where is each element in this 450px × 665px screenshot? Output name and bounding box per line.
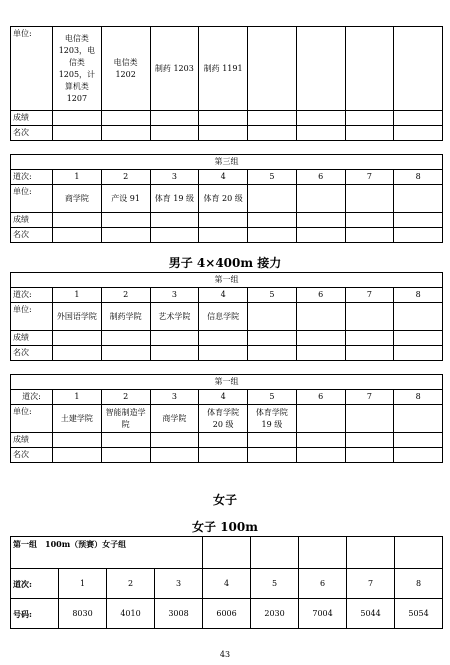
lane-number: 5	[248, 170, 297, 185]
lane-number: 7	[345, 288, 394, 303]
group-title: 第一组	[11, 375, 443, 390]
heat-table-group3	[10, 154, 443, 243]
lane-number: 2	[101, 288, 150, 303]
unit-label: 单位:	[11, 405, 53, 433]
group-title: 第一组 100m（预赛）女子组	[11, 537, 203, 569]
unit-cell	[248, 27, 297, 111]
unit-row	[11, 27, 443, 111]
rank-row	[11, 126, 443, 141]
unit-cell	[296, 185, 345, 213]
score-row	[11, 331, 443, 346]
unit-cell	[296, 303, 345, 331]
score-row	[11, 213, 443, 228]
unit-cell: 体育学院 19 级	[248, 405, 297, 433]
unit-cell: 商学院	[150, 405, 199, 433]
unit-cell	[394, 185, 443, 213]
lane-number: 4	[199, 170, 248, 185]
bib-number: 3008	[155, 599, 203, 629]
unit-cell: 艺术学院	[150, 303, 199, 331]
lane-number: 2	[107, 569, 155, 599]
bib-number: 6006	[203, 599, 251, 629]
score-label: 成绩	[11, 331, 53, 346]
lane-number: 8	[395, 569, 443, 599]
unit-cell	[394, 303, 443, 331]
lane-number: 5	[248, 390, 297, 405]
lane-number: 4	[199, 288, 248, 303]
lane-number: 7	[347, 569, 395, 599]
unit-cell: 商学院	[53, 185, 102, 213]
unit-cell	[296, 27, 345, 111]
group-title: 第三组	[11, 155, 443, 170]
unit-row	[11, 185, 443, 213]
unit-label: 单位:	[11, 185, 53, 213]
unit-cell: 体育 20 级	[199, 185, 248, 213]
unit-cell: 电信类1203，电信类1205，计算机类1207	[53, 27, 102, 111]
lane-row	[11, 288, 443, 303]
lane-number: 7	[345, 170, 394, 185]
group-title: 第一组	[11, 273, 443, 288]
lane-label: 道次:	[11, 170, 53, 185]
unit-cell	[394, 27, 443, 111]
number-label: 号码:	[11, 599, 59, 629]
bib-number: 8030	[59, 599, 107, 629]
heat-table-continued	[10, 26, 443, 141]
bib-number: 5044	[347, 599, 395, 629]
rank-label: 名次	[11, 228, 53, 243]
lane-number: 2	[101, 390, 150, 405]
unit-row	[11, 303, 443, 331]
unit-cell: 土建学院	[53, 405, 102, 433]
lane-number: 3	[150, 170, 199, 185]
lane-number: 3	[155, 569, 203, 599]
rank-row	[11, 346, 443, 361]
lane-number: 6	[296, 390, 345, 405]
lane-number: 6	[296, 288, 345, 303]
lane-label: 道次:	[11, 288, 53, 303]
unit-cell	[248, 185, 297, 213]
relay-table-group1-a	[10, 272, 443, 361]
lane-label: 道次:	[11, 569, 59, 599]
lane-number: 6	[296, 170, 345, 185]
score-row	[11, 433, 443, 448]
unit-cell: 外国语学院	[53, 303, 102, 331]
unit-cell: 智能制造学院	[101, 405, 150, 433]
rank-label: 名次	[11, 346, 53, 361]
lane-number: 1	[53, 170, 102, 185]
lane-row	[11, 170, 443, 185]
score-label: 成绩	[11, 433, 53, 448]
lane-number: 2	[101, 170, 150, 185]
lane-number: 5	[251, 569, 299, 599]
lane-number: 1	[59, 569, 107, 599]
unit-cell: 制药 1191	[199, 27, 248, 111]
lane-number: 3	[150, 288, 199, 303]
lane-number: 7	[345, 390, 394, 405]
lane-row	[11, 569, 443, 599]
lane-number: 6	[299, 569, 347, 599]
rank-row	[11, 228, 443, 243]
unit-cell	[345, 405, 394, 433]
lane-number: 3	[150, 390, 199, 405]
relay-heading: 男子 4×400m 接力	[168, 256, 282, 270]
page-number: 43	[219, 650, 231, 659]
unit-cell: 电信类1202	[101, 27, 150, 111]
unit-cell	[345, 185, 394, 213]
lane-row	[11, 390, 443, 405]
unit-label: 单位:	[11, 27, 53, 111]
bib-number: 2030	[251, 599, 299, 629]
lane-number: 8	[394, 390, 443, 405]
group-row	[11, 537, 443, 569]
score-label: 成绩	[11, 213, 53, 228]
bib-number: 5054	[395, 599, 443, 629]
unit-cell	[394, 405, 443, 433]
unit-cell: 制药学院	[101, 303, 150, 331]
lane-number: 5	[248, 288, 297, 303]
unit-cell	[345, 303, 394, 331]
women-heading: 女子	[212, 493, 237, 507]
unit-cell	[296, 405, 345, 433]
unit-row	[11, 405, 443, 433]
lane-number: 8	[394, 170, 443, 185]
unit-cell	[345, 27, 394, 111]
unit-cell: 信息学院	[199, 303, 248, 331]
rank-label: 名次	[11, 448, 53, 463]
unit-cell: 体育 19 级	[150, 185, 199, 213]
unit-cell: 产设 91	[101, 185, 150, 213]
number-row	[11, 599, 443, 629]
unit-cell: 体育学院 20 级	[199, 405, 248, 433]
lane-number: 1	[53, 288, 102, 303]
score-label: 成绩	[11, 111, 53, 126]
unit-label: 单位:	[11, 303, 53, 331]
lane-label: 道次:	[11, 390, 53, 405]
rank-label: 名次	[11, 126, 53, 141]
lane-number: 8	[394, 288, 443, 303]
lane-number: 1	[53, 390, 102, 405]
women-100m-table	[10, 536, 443, 629]
relay-table-group1-b	[10, 374, 443, 463]
score-row	[11, 111, 443, 126]
bib-number: 7004	[299, 599, 347, 629]
unit-cell	[248, 303, 297, 331]
lane-number: 4	[199, 390, 248, 405]
rank-row	[11, 448, 443, 463]
women-100m-heading: 女子 100m	[192, 520, 258, 534]
bib-number: 4010	[107, 599, 155, 629]
lane-number: 4	[203, 569, 251, 599]
unit-cell: 制药 1203	[150, 27, 199, 111]
